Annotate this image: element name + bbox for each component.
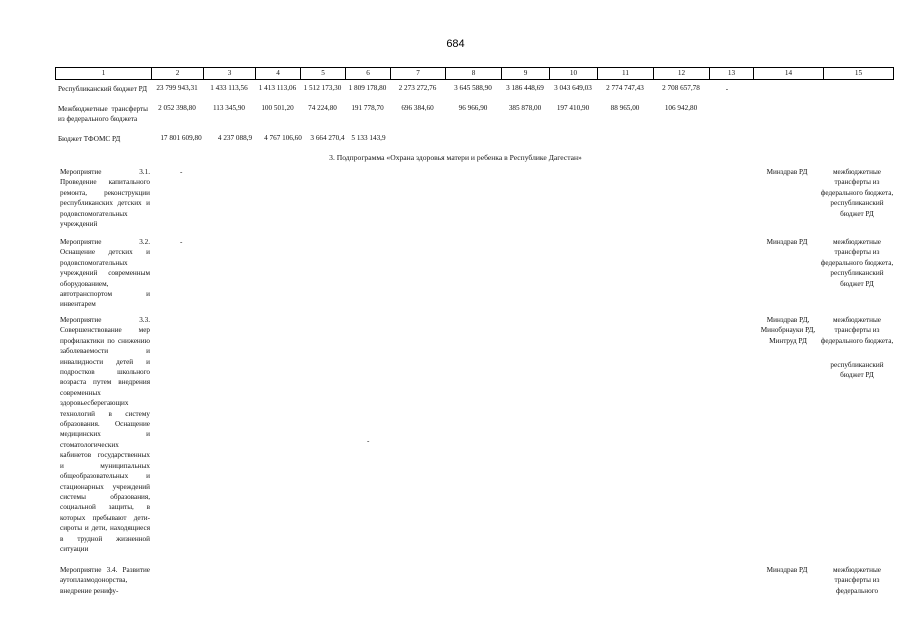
- table-cell: 385 878,00: [508, 104, 542, 112]
- funding-source: межбюджетные трансферты из федерального: [833, 566, 881, 595]
- funding-source: межбюджетные трансферты из федерального бюджета, республиканский бюджет РД: [820, 238, 894, 288]
- table-cell: 2 708 657,78: [662, 84, 700, 92]
- header-cell: 1: [56, 68, 152, 79]
- measure-executor: Минздрав РД: [766, 566, 808, 574]
- header-cell: 11: [598, 68, 654, 79]
- funding-source: республиканский бюджет РД: [830, 361, 884, 380]
- funding-source: межбюджетные трансферты из федерального бюджета, республиканский бюджет РД: [820, 168, 894, 218]
- row-label: Межбюджетные трансферты из федерального бюджета: [58, 105, 148, 124]
- table-cell: 191 778,70: [351, 104, 384, 112]
- table-cell: 1 809 178,80: [348, 84, 387, 92]
- table-cell: 3 186 448,69: [506, 84, 544, 92]
- header-cell: 9: [502, 68, 550, 79]
- measure-executor: Минздрав РД: [766, 168, 808, 176]
- table-cell: 2 052 398,80: [158, 104, 196, 112]
- table-cell: 3 645 588,90: [454, 84, 492, 92]
- table-cell: 74 224,80: [308, 104, 337, 112]
- dash-mark: -: [367, 437, 370, 445]
- table-cell: 88 965,00: [610, 104, 640, 112]
- header-cell: 2: [152, 68, 204, 79]
- measure-description: Мероприятие 3.1. Проведение капитального ремонта, реконструкции республиканских детских и родовспомогательных учреждений: [60, 168, 150, 229]
- table-cell: 96 966,90: [458, 104, 488, 112]
- dash-mark: -: [180, 238, 183, 246]
- table-cell: 23 799 943,31: [156, 84, 198, 92]
- measure-description: Мероприятие 3.4. Развитие аутоплазмодонорства, внедрение ренифу-: [60, 566, 150, 595]
- header-cell: 3: [204, 68, 256, 79]
- dash-mark: -: [725, 85, 729, 93]
- measure-executor: Минздрав РД: [766, 238, 808, 246]
- header-cell: 6: [346, 68, 391, 79]
- funding-source: межбюджетные трансферты из федерального бюджета,: [820, 316, 894, 345]
- header-cell: 13: [710, 68, 754, 79]
- header-cell: 12: [654, 68, 710, 79]
- measure-description: Мероприятие 3.3. Совершенствование мер профилактики по снижению заболеваемости и инвалидности детей и подростков школьного возраста путем внедрения современных здоровьесберегающих технологий в систему образования. Оснащение медицинских и стоматологических кабинетов государственных и муниципальных общеобразовательных и стационарных учреждений системы образования, социальной защиты, в которых пребывают дети-сироты и дети, находящиеся в трудной жизненной ситуации: [60, 316, 150, 553]
- header-cell: 7: [391, 68, 446, 79]
- header-cell: 10: [550, 68, 598, 79]
- row-label: Бюджет ТФОМС РД: [58, 135, 121, 143]
- table-cell: 1 512 173,30: [303, 84, 342, 92]
- table-cell: 5 133 143,9: [351, 134, 386, 142]
- table-cell: 1 413 113,06: [258, 84, 297, 92]
- table-cell: 696 384,60: [401, 104, 434, 112]
- measure-executor: Минздрав РД, Минобрнауки РД, Минтруд РД: [760, 316, 816, 345]
- table-cell: 2 774 747,43: [606, 84, 644, 92]
- header-cell: 8: [446, 68, 502, 79]
- row-label: Республиканский бюджет РД: [58, 85, 147, 93]
- table-cell: 4 767 106,60: [264, 134, 302, 142]
- dash-mark: -: [180, 168, 183, 176]
- table-cell: 113 345,90: [212, 104, 246, 112]
- header-cell: 14: [754, 68, 824, 79]
- table-cell: 106 942,80: [664, 104, 698, 112]
- table-cell: 100 501,20: [261, 104, 294, 112]
- table-cell: 3 664 270,4: [310, 134, 345, 142]
- table-cell: 4 237 088,9: [217, 134, 253, 142]
- header-cell: 4: [256, 68, 301, 79]
- table-cell: 197 410,90: [556, 104, 590, 112]
- header-cell: 15: [854, 69, 863, 77]
- table-cell: 1 433 113,56: [210, 84, 248, 92]
- table-header-row: [55, 67, 894, 80]
- table-cell: 2 273 272,76: [398, 84, 437, 92]
- measure-description: Мероприятие 3.2. Оснащение детских и родовспомогательных учреждений современным оборудованием, автотранспортом и инвентарем: [60, 238, 150, 309]
- page-number: 684: [446, 38, 465, 50]
- table-cell: 17 801 609,80: [160, 134, 202, 142]
- section-title: 3. Подпрограмма «Охрана здоровья матери и ребенка в Республике Дагестан»: [329, 153, 582, 162]
- table-cell: 3 043 649,03: [554, 84, 592, 92]
- header-cell: 5: [301, 68, 346, 79]
